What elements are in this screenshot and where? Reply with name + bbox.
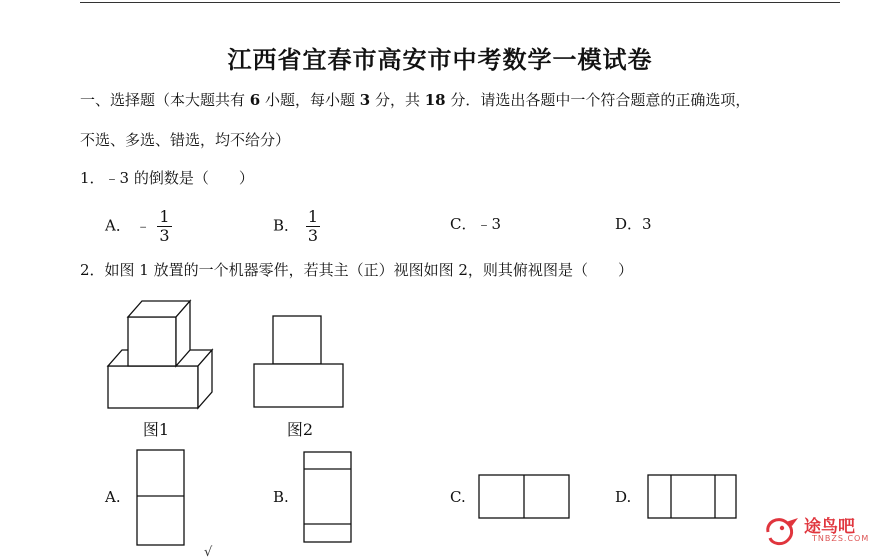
section-mid1: 小题，每小题 bbox=[260, 91, 360, 109]
question-2-stem: 2．如图 1 放置的一个机器零件，若其主（正）视图如图 2，则其俯视图是（ ） bbox=[80, 261, 633, 279]
section-prefix: 一、选择题（本大题共有 bbox=[80, 91, 250, 109]
section-mid2: 分，共 bbox=[370, 91, 425, 109]
outer-rect bbox=[137, 450, 184, 545]
total-points: 18 bbox=[424, 91, 446, 109]
front-view-upper-rect bbox=[273, 316, 321, 364]
q1-option-c: C．﹣3 bbox=[450, 215, 502, 233]
question-1-stem: 1．﹣3 的倒数是（ ） bbox=[80, 169, 254, 187]
q2-option-d-label: D. bbox=[615, 488, 632, 506]
fraction-denominator: 3 bbox=[159, 226, 170, 245]
q1-option-a-sign: ﹣ bbox=[135, 216, 151, 235]
front-view-lower-rect bbox=[254, 364, 343, 407]
figure-2-caption: 图2 bbox=[286, 420, 314, 439]
q2-option-c-figure bbox=[478, 474, 572, 521]
cube-front-face bbox=[128, 317, 176, 366]
page-title: 江西省宜春市高安市中考数学一模试卷 bbox=[227, 45, 653, 74]
q1-option-b bbox=[273, 208, 320, 245]
watermark-bird-logo-icon bbox=[764, 514, 802, 548]
question-count: 6 bbox=[249, 91, 261, 109]
q2-option-b-figure bbox=[303, 451, 353, 545]
q1-option-a bbox=[105, 208, 172, 245]
q2-option-a-figure bbox=[136, 449, 186, 549]
watermark bbox=[764, 512, 870, 552]
q1-option-d: D．3 bbox=[615, 215, 652, 233]
figure-2-front-view bbox=[253, 315, 345, 410]
section-instructions-line1 bbox=[80, 90, 750, 110]
figure-1-caption: 图1 bbox=[142, 420, 170, 439]
points-per-question: 3 bbox=[359, 91, 371, 109]
watermark-text: 途鸟吧 bbox=[804, 517, 855, 537]
section-instructions-line2: 不选、多选、错选，均不给分） bbox=[80, 131, 291, 149]
q1-option-b-fraction bbox=[306, 208, 320, 245]
q2-option-b-label: B. bbox=[273, 488, 289, 506]
q1-option-a-fraction bbox=[157, 208, 171, 245]
fraction-numerator: 1 bbox=[307, 207, 318, 226]
section-suffix: 分．请选出各题中一个符合题意的正确选项， bbox=[445, 91, 751, 109]
watermark-site: TNBZS.COM bbox=[812, 534, 870, 543]
q1-option-a-label: A． bbox=[105, 216, 131, 235]
top-rule bbox=[80, 2, 840, 3]
outer-rect bbox=[648, 475, 736, 518]
q2-option-d-figure bbox=[647, 474, 739, 521]
q2-option-c-label: C. bbox=[450, 488, 466, 506]
q2-option-a-label: A. bbox=[105, 488, 121, 506]
fraction-numerator: 1 bbox=[159, 207, 170, 226]
fraction-denominator: 3 bbox=[307, 226, 318, 245]
base-front-face bbox=[108, 366, 198, 408]
cutoff-sqrt-glyph: √ bbox=[204, 545, 213, 560]
outer-rect bbox=[304, 452, 351, 542]
figure-1-machine-part bbox=[100, 298, 220, 413]
q1-option-b-label: B． bbox=[273, 216, 300, 235]
